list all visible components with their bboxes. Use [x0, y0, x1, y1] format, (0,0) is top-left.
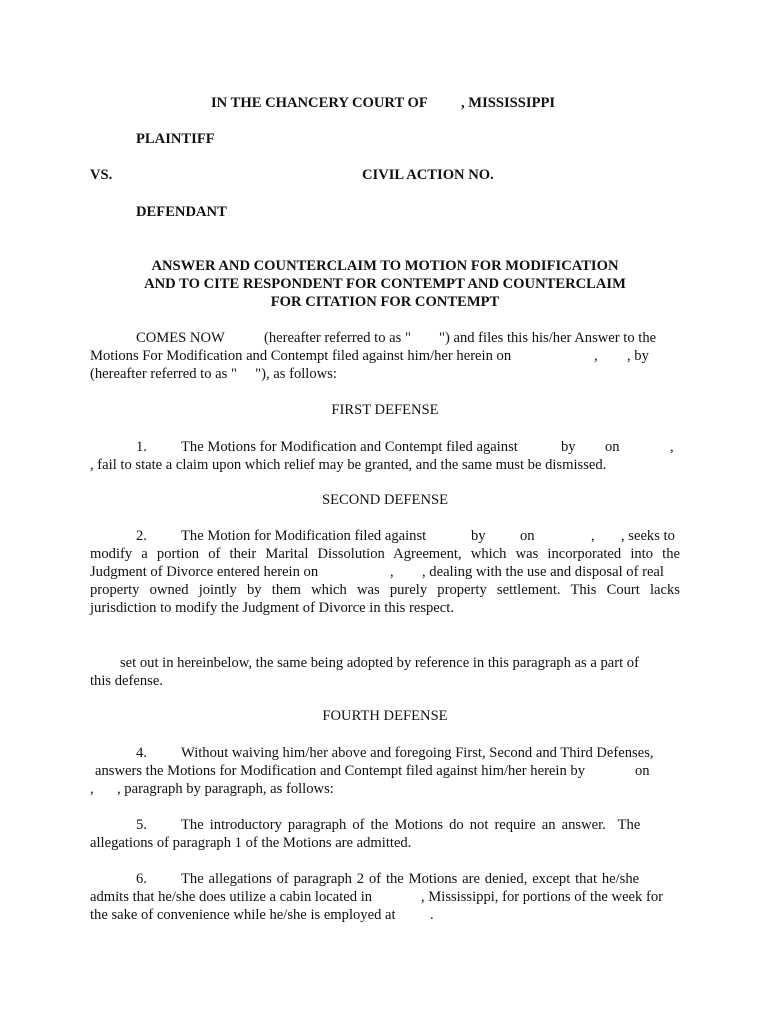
- document-title-line-1: ANSWER AND COUNTERCLAIM TO MOTION FOR MODIFICATION: [151, 258, 619, 274]
- para-1-on: on: [605, 439, 620, 455]
- para-6-mississippi: , Mississippi, for portions of the week for: [421, 889, 663, 905]
- document-title-line-3: FOR CITATION FOR CONTEMPT: [270, 294, 500, 310]
- court-heading-prefix: IN THE CHANCERY COURT OF: [211, 95, 428, 111]
- para-6-admits: admits that he/she does utilize a cabin located in: [90, 889, 373, 905]
- para-5-text: The introductory paragraph of the Motions do not require an answer. The: [181, 817, 641, 833]
- para-6-period: .: [430, 907, 434, 923]
- intro-as-follows: (hereafter referred to as " "), as follows:: [90, 366, 337, 382]
- para-2-on: on: [520, 528, 535, 544]
- intro-files-answer: ") and files this his/her Answer to the: [439, 330, 657, 346]
- document-title-line-2: AND TO CITE RESPONDENT FOR CONTEMPT AND COUNTERCLAIM: [144, 276, 626, 292]
- para-2-by: by: [471, 528, 486, 544]
- court-heading-suffix: , MISSISSIPPI: [461, 95, 556, 111]
- intro-comes-now: COMES NOW: [136, 330, 225, 346]
- para-2-number: 2.: [136, 528, 147, 544]
- third-defense-line-2: this defense.: [90, 673, 163, 689]
- para-4-text: Without waiving him/her above and foregoing First, Second and Third Defenses,: [181, 745, 654, 761]
- para-5-line-2: allegations of paragraph 1 of the Motions are admitted.: [90, 835, 412, 851]
- para-4-paragraph-by-paragraph: , paragraph by paragraph, as follows:: [117, 781, 334, 797]
- para-4-number: 4.: [136, 745, 147, 761]
- para-2-line-2: modify a portion of their Marital Dissolution Agreement, which was incorporated into the: [90, 546, 680, 562]
- para-1-by: by: [561, 439, 576, 455]
- para-1-line-2: , fail to state a claim upon which relief may be granted, and the same must be dismissed.: [90, 457, 607, 473]
- plaintiff-label: PLAINTIFF: [136, 131, 215, 147]
- para-4-on: on: [635, 763, 650, 779]
- para-2-date-comma: ,: [390, 564, 394, 580]
- intro-by: , by: [627, 348, 649, 364]
- third-defense-line-1: set out in hereinbelow, the same being adopted by reference in this paragraph as a part of: [120, 655, 639, 671]
- para-2-line-5: jurisdiction to modify the Judgment of Divorce in this respect.: [90, 600, 454, 616]
- intro-referred: (hereafter referred to as ": [264, 330, 411, 346]
- para-2-line-4: property owned jointly by them which was purely property settlement. This Court lacks: [90, 582, 680, 598]
- second-defense-heading: SECOND DEFENSE: [321, 492, 449, 508]
- intro-date-comma: ,: [594, 348, 598, 364]
- para-4-comma: ,: [90, 781, 94, 797]
- civil-action-label: CIVIL ACTION NO.: [362, 167, 494, 183]
- para-1-text: The Motions for Modification and Contempt filed against: [181, 439, 518, 455]
- first-defense-heading: FIRST DEFENSE: [331, 402, 439, 418]
- para-6-number: 6.: [136, 871, 147, 887]
- defendant-label: DEFENDANT: [136, 204, 227, 220]
- para-2-comma: ,: [591, 528, 595, 544]
- para-2-dealing: , dealing with the use and disposal of real: [422, 564, 664, 580]
- para-6-sake: the sake of convenience while he/she is employed at: [90, 907, 396, 923]
- para-1-number: 1.: [136, 439, 147, 455]
- para-1-comma: ,: [670, 439, 674, 455]
- versus-label: VS.: [90, 167, 113, 183]
- intro-motions-line: Motions For Modification and Contempt filed against him/her herein on: [90, 348, 512, 364]
- para-5-number: 5.: [136, 817, 147, 833]
- para-2-seeks: , seeks to: [621, 528, 675, 544]
- fourth-defense-heading: FOURTH DEFENSE: [322, 708, 448, 724]
- para-2-text: The Motion for Modification filed against: [181, 528, 427, 544]
- para-2-judgment: Judgment of Divorce entered herein on: [90, 564, 319, 580]
- para-4-answers: answers the Motions for Modification and Contempt filed against him/her herein by: [95, 763, 586, 779]
- para-6-text: The allegations of paragraph 2 of the Motions are denied, except that he/she: [181, 871, 640, 887]
